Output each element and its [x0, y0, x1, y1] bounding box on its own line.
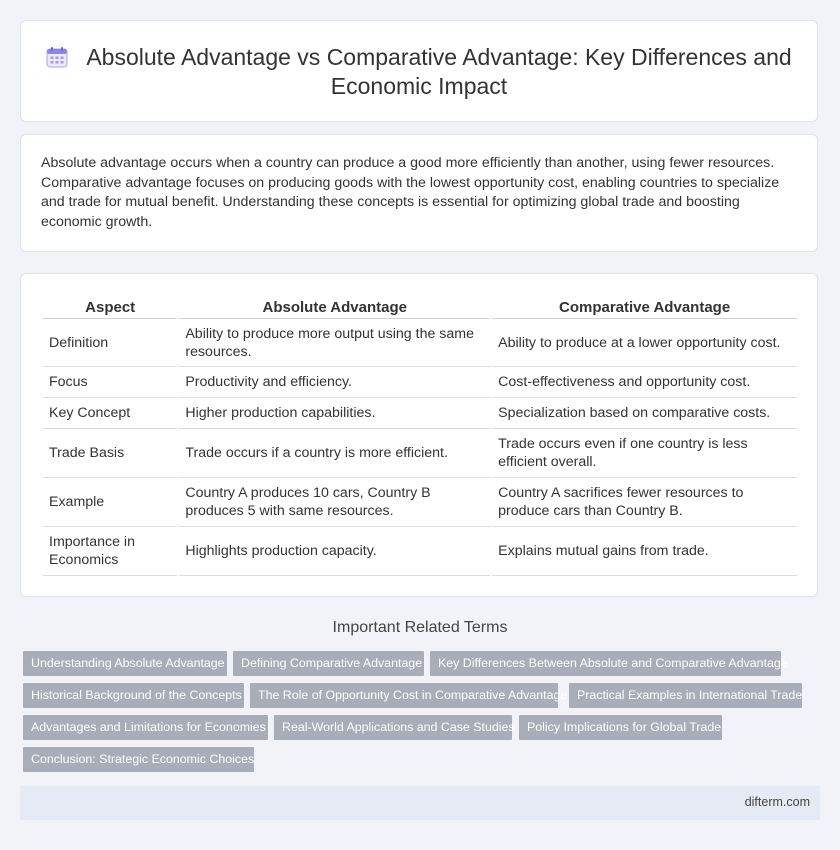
page-title	[41, 43, 797, 101]
calendar-icon	[46, 46, 68, 68]
intro-card	[20, 134, 818, 252]
row-comparative: Explains mutual gains from trade.	[492, 527, 797, 576]
row-absolute: Trade occurs if a country is more efficient.	[179, 429, 490, 478]
table-row	[43, 478, 797, 527]
page-title-text: Absolute Advantage vs Comparative Advantage: Key Differences and Economic Impact	[86, 44, 792, 99]
row-aspect: Focus	[43, 367, 177, 398]
row-aspect: Definition	[43, 319, 177, 367]
related-term-link[interactable]: The Role of Opportunity Cost in Comparative Advantage	[250, 683, 558, 708]
header-comparative-advantage: Comparative Advantage	[492, 296, 797, 319]
footer	[20, 786, 820, 820]
comparison-table	[41, 296, 799, 576]
footer-site-link[interactable]: difterm.com	[744, 795, 810, 809]
related-term-link[interactable]: Historical Background of the Concepts	[23, 683, 244, 708]
related-term-link[interactable]: Key Differences Between Absolute and Comparative Advantage	[430, 651, 781, 676]
intro-paragraph: Absolute advantage occurs when a country can produce a good more efficiently than another, using fewer resources. Comparative advantage focuses on producing goods with the lowest opportunity cost, enabling countries to specialize and trade for mutual benefit. Understanding these concepts is essential for optimizing global trade and boosting economic growth.	[41, 155, 780, 230]
related-term-link[interactable]: Practical Examples in International Trade	[569, 683, 802, 708]
table-row	[43, 398, 797, 429]
header-aspect: Aspect	[43, 296, 177, 319]
related-term-link[interactable]: Advantages and Limitations for Economies	[23, 715, 268, 740]
row-comparative: Specialization based on comparative costs.	[492, 398, 797, 429]
related-terms-heading: Important Related Terms	[332, 619, 508, 636]
row-absolute: Ability to produce more output using the same resources.	[179, 319, 490, 367]
row-absolute: Productivity and efficiency.	[179, 367, 490, 398]
related-term-link[interactable]: Defining Comparative Advantage	[233, 651, 424, 676]
row-aspect: Example	[43, 478, 177, 527]
row-comparative: Cost-effectiveness and opportunity cost.	[492, 367, 797, 398]
related-term-link[interactable]: Understanding Absolute Advantage	[23, 651, 227, 676]
row-comparative: Country A sacrifices fewer resources to produce cars than Country B.	[492, 478, 797, 527]
table-row	[43, 319, 797, 367]
row-aspect: Importance in Economics	[43, 527, 177, 576]
header-absolute-advantage: Absolute Advantage	[179, 296, 490, 319]
title-card	[20, 20, 818, 122]
table-header-row	[43, 296, 797, 319]
related-term-link[interactable]: Real-World Applications and Case Studies	[274, 715, 512, 740]
table-row	[43, 429, 797, 478]
row-aspect: Trade Basis	[43, 429, 177, 478]
related-term-link[interactable]: Conclusion: Strategic Economic Choices	[23, 747, 254, 772]
table-row	[43, 367, 797, 398]
comparison-table-card	[20, 273, 818, 597]
row-aspect: Key Concept	[43, 398, 177, 429]
table-row	[43, 527, 797, 576]
row-absolute: Country A produces 10 cars, Country B produces 5 with same resources.	[179, 478, 490, 527]
row-comparative: Trade occurs even if one country is less efficient overall.	[492, 429, 797, 478]
row-absolute: Higher production capabilities.	[179, 398, 490, 429]
row-absolute: Highlights production capacity.	[179, 527, 490, 576]
row-comparative: Ability to produce at a lower opportunity cost.	[492, 319, 797, 367]
related-term-link[interactable]: Policy Implications for Global Trade	[519, 715, 722, 740]
